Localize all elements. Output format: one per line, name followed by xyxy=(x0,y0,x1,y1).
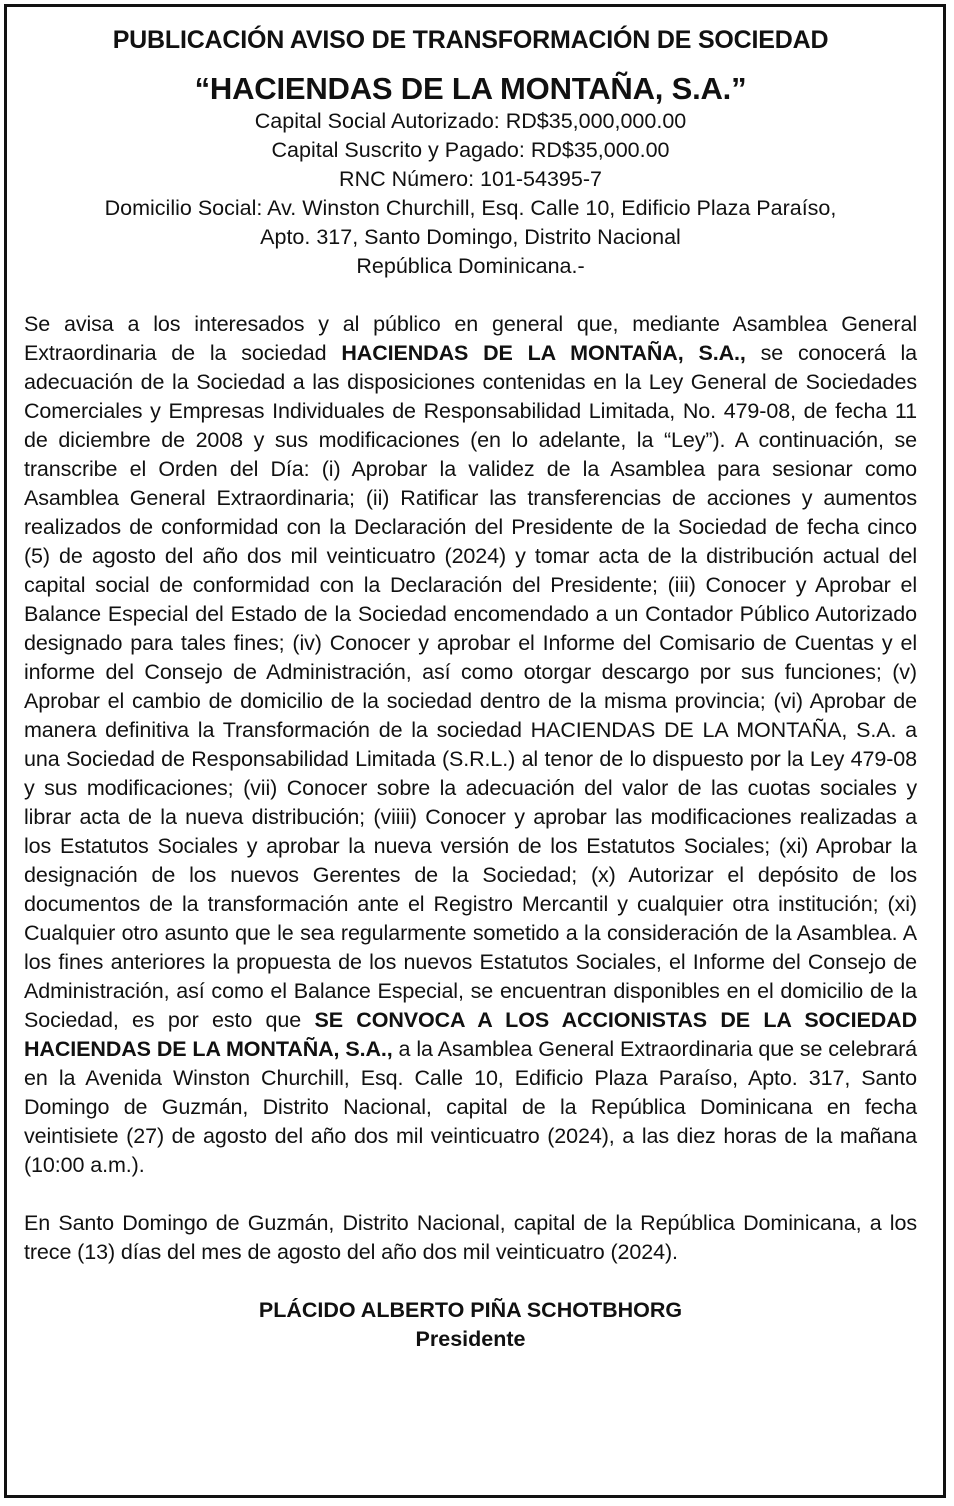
paragraph-text: a la Asamblea General Extraordinaria que se celebrará en la Avenida Winston Churchill, Esq. Calle 10, Edificio Plaza Paraíso, Apto. 317, Santo Domingo de Guzmán, Distrito Nacional, capital de la República Dominicana en fecha veintisiete (27) de agosto del año dos mil veinticuatro (2024), a las diez horas de la mañana (10:00 a.m.). xyxy=(24,1037,917,1177)
notice-box xyxy=(4,4,946,1498)
authorized-capital: Capital Social Autorizado: RD$35,000,000.00 xyxy=(254,109,687,133)
company-name-bold: HACIENDAS DE LA MONTAÑA, S.A., xyxy=(341,341,746,365)
address-line-1: Domicilio Social: Av. Winston Churchill, Esq. Calle 10, Edificio Plaza Paraíso, xyxy=(104,196,837,220)
company-name: “HACIENDAS DE LA MONTAÑA, S.A.” xyxy=(194,71,747,106)
signatory-name: PLÁCIDO ALBERTO PIÑA SCHOTBHORG xyxy=(258,1298,683,1322)
rnc-number: RNC Número: 101-54395-7 xyxy=(339,167,602,191)
notice-title: PUBLICACIÓN AVISO DE TRANSFORMACIÓN DE SOCIEDAD xyxy=(112,26,829,54)
date-place-paragraph: En Santo Domingo de Guzmán, Distrito Nacional, capital de la República Dominicana, a los trece (13) días del mes de agosto del año dos mil veinticuatro (2024). xyxy=(24,1211,917,1264)
company-details xyxy=(24,107,917,281)
signature-block xyxy=(24,1296,917,1354)
notice-body-paragraph xyxy=(24,310,917,1180)
address-line-3: República Dominicana.- xyxy=(356,254,585,278)
paragraph-text: Se avisa a los interesados y al público en general que, mediante Asamblea General Extraordinaria de la sociedad xyxy=(24,312,917,365)
paragraph-text: se conocerá la adecuación de la Sociedad a las disposiciones contenidas en la Ley General de Sociedades Comerciales y Empresas Individuales de Responsabilidad Limitada, No. 479-08, de fecha 11 de diciembre de 2008 y sus modificaciones (en lo adelante, la “Ley”). A continuación, se transcribe el Orden del Día: (i) Aprobar la validez de la Asamblea para sesionar como Asamblea General Extraordinaria; (ii) Ratificar las transferencias de acciones y aumentos realizados de conformidad con la Declaración del Presidente de la Sociedad de fecha cinco (5) de agosto del año dos mil veinticuatro (2024) y tomar acta de la distribución actual del capital social de conformidad con la Declaración del Presidente; (iii) Conocer y Aprobar el Balance Especial del Estado de la Sociedad encomendado a un Contador Público Autorizado designado para tales fines; (iv) Conocer y aprobar el Informe del Comisario de Cuentas y el informe del Consejo de Administración, así como otorgar descargo por sus funciones; (v) Aprobar el cambio de domicilio de la sociedad dentro de la misma provincia; (vi) Aprobar de manera definitiva la Transformación de la sociedad HACIENDAS DE LA MONTAÑA, S.A. a una Sociedad de Responsabilidad Limitada (S.R.L.) al tenor de lo dispuesto por la Ley 479-08 y sus modificaciones; (vii) Conocer sobre la adecuación del valor de las cuotas sociales y librar acta de la nueva distribución; (viiii) Conocer y aprobar las modificaciones realizadas a los Estatutos Sociales y aprobar la nueva versión de los Estatutos Sociales; (xi) Aprobar la designación de los nuevos Gerentes de la Sociedad; (x) Autorizar el depósito de los documentos de la transformación ante el Registro Mercantil y cualquier otra institución; (xi) Cualquier otro asunto que le sea regularmente sometido a la consideración de la Asamblea. A los fines anteriores la propuesta de los nuevos Estatutos Sociales, el Informe del Consejo de Administración, así como el Balance Especial, se encuentran disponibles en el domicilio de la Sociedad, es por esto que xyxy=(24,341,917,1032)
convocation-bold: SE CONVOCA A LOS ACCIONISTAS DE LA SOCIEDAD HACIENDAS DE LA MONTAÑA, S.A., xyxy=(24,1008,918,1061)
address-line-2: Apto. 317, Santo Domingo, Distrito Nacional xyxy=(260,225,681,249)
signatory-title: Presidente xyxy=(415,1327,526,1351)
paid-capital: Capital Suscrito y Pagado: RD$35,000.00 xyxy=(271,138,670,162)
